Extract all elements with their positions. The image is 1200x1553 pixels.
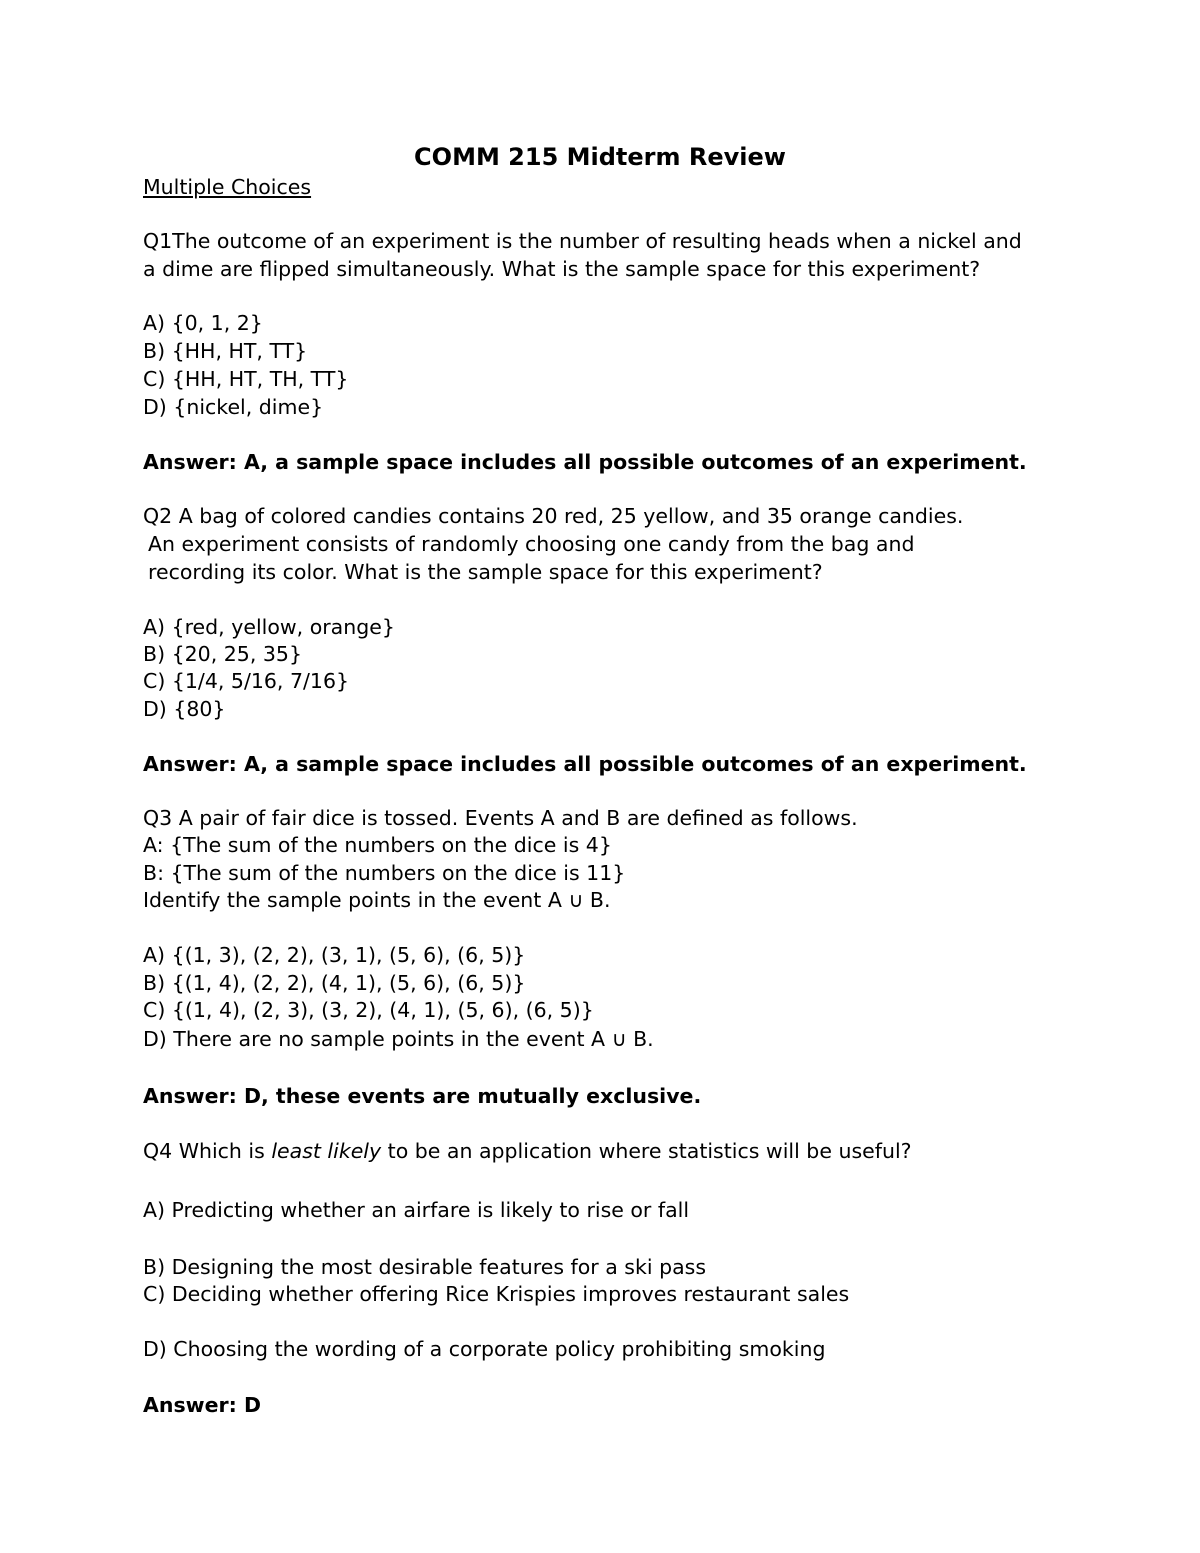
q4-answer-text: : D [228, 1393, 261, 1417]
section-heading: Multiple Choices [143, 175, 312, 199]
q2-question-line-2: An experiment consists of randomly choosing one candy from the bag and [148, 532, 915, 556]
q2-option-b: B) {20, 25, 35} [143, 642, 302, 666]
q2-option-d: D) {80} [143, 697, 226, 721]
q3-answer [143, 1083, 701, 1109]
q2-answer-label: Answer [143, 752, 229, 776]
q3-event-b-definition: B: {The sum of the numbers on the dice is 11} [143, 861, 626, 885]
q2-answer-text: : A, a sample space includes all possible outcomes of an experiment. [228, 752, 1027, 776]
q1-answer [143, 449, 1027, 475]
q1-option-a: A) {0, 1, 2} [143, 311, 263, 335]
q3-option-d: D) There are no sample points in the event A ∪ B. [143, 1027, 654, 1051]
q4-answer [143, 1392, 261, 1418]
q2-option-c: C) {1/4, 5/16, 7/16} [143, 669, 350, 693]
q2-option-a: A) {red, yellow, orange} [143, 615, 395, 639]
q3-answer-text: : D, these events are mutually exclusive. [228, 1084, 702, 1108]
q3-event-a-definition: A: {The sum of the numbers on the dice is 4} [143, 833, 612, 857]
q1-question-line-1: Q1The outcome of an experiment is the number of resulting heads when a nickel and [143, 229, 1022, 253]
q2-question-line-1: Q2 A bag of colored candies contains 20 red, 25 yellow, and 35 orange candies. [143, 504, 964, 528]
q1-answer-label: Answer [143, 450, 229, 474]
q1-option-d: D) {nickel, dime} [143, 395, 324, 419]
q1-question-line-2: a dime are flipped simultaneously. What is the sample space for this experiment? [143, 257, 981, 281]
q4-option-d: D) Choosing the wording of a corporate policy prohibiting smoking [143, 1337, 826, 1361]
q4-option-a: A) Predicting whether an airfare is likely to rise or fall [143, 1198, 690, 1222]
q3-question-prompt: Identify the sample points in the event A ∪ B. [143, 888, 611, 912]
q4-question-emphasis: least likely [271, 1139, 382, 1163]
q3-question-line-1: Q3 A pair of fair dice is tossed. Events A and B are defined as follows. [143, 806, 858, 830]
q4-question [143, 1138, 912, 1164]
q3-option-b: B) {(1, 4), (2, 2), (4, 1), (5, 6), (6, 5)} [143, 971, 526, 995]
q3-option-c: C) {(1, 4), (2, 3), (3, 2), (4, 1), (5, 6), (6, 5)} [143, 998, 594, 1022]
q4-option-c: C) Deciding whether offering Rice Krispies improves restaurant sales [143, 1282, 850, 1306]
q1-option-b: B) {HH, HT, TT} [143, 339, 308, 363]
q3-answer-label: Answer [143, 1084, 229, 1108]
q4-question-prefix: Q4 Which is [143, 1139, 272, 1163]
page-title: COMM 215 Midterm Review [414, 143, 786, 171]
q2-question-line-3: recording its color. What is the sample space for this experiment? [148, 560, 823, 584]
q4-question-suffix: to be an application where statistics will be useful? [381, 1139, 912, 1163]
q3-option-a: A) {(1, 3), (2, 2), (3, 1), (5, 6), (6, 5)} [143, 943, 526, 967]
q4-option-b: B) Designing the most desirable features for a ski pass [143, 1255, 706, 1279]
q2-answer [143, 751, 1027, 777]
q1-option-c: C) {HH, HT, TH, TT} [143, 367, 349, 391]
q1-answer-text: : A, a sample space includes all possible outcomes of an experiment. [228, 450, 1027, 474]
q4-answer-label: Answer [143, 1393, 229, 1417]
